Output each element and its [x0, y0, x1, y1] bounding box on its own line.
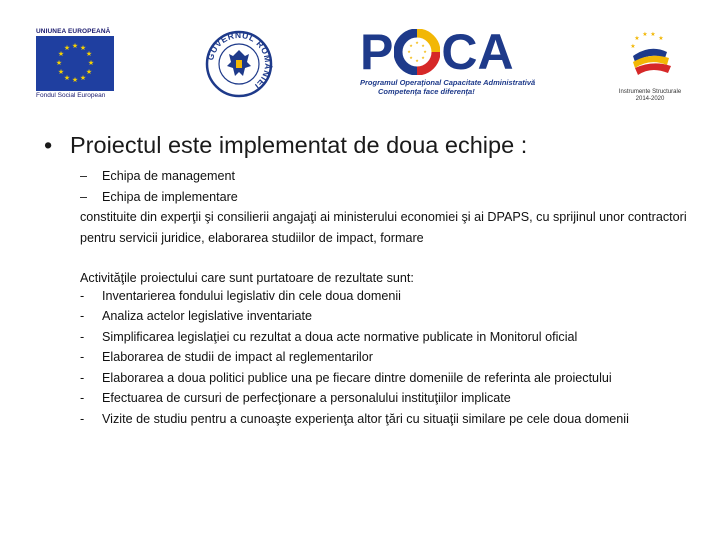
instrumente-structurale-text: Instrumente Structurale [618, 89, 682, 95]
svg-text:★: ★ [658, 35, 664, 42]
list-item-text: Inventarierea fondului legislativ din cele doua domenii [102, 288, 401, 303]
svg-text:★: ★ [415, 58, 420, 63]
svg-text:★: ★ [79, 44, 87, 52]
poca-tagline: Competenţa face diferenţa! [378, 87, 475, 96]
svg-text:★: ★ [85, 50, 93, 58]
svg-text:★: ★ [415, 40, 420, 45]
team-item [80, 187, 700, 208]
logo-strip [0, 0, 720, 120]
eu-logo [36, 28, 116, 102]
instrumente-structurale-icon [605, 28, 695, 84]
svg-text:★: ★ [71, 76, 79, 84]
svg-text:★: ★ [87, 59, 95, 67]
poca-o-ring-icon [394, 29, 440, 75]
slide-body [80, 166, 700, 432]
list-item [80, 391, 700, 407]
list-dash: - [80, 411, 85, 426]
list-dash: - [80, 288, 85, 303]
slide-title-text: Proiectul este implementat de doua echipe : [70, 132, 528, 158]
svg-text:★: ★ [409, 55, 414, 60]
team-dash: – [80, 169, 88, 183]
list-item-text: Analiza actelor legislative inventariate [102, 309, 313, 323]
team-item [80, 166, 700, 187]
svg-text:★: ★ [57, 68, 65, 76]
list-dash: - [80, 350, 85, 364]
team-item-text: Echipa de management [102, 169, 236, 183]
svg-text:★: ★ [57, 50, 65, 58]
svg-text:★: ★ [63, 44, 71, 52]
svg-text:★: ★ [634, 35, 640, 42]
eu-flag-icon [36, 36, 114, 91]
svg-text:★: ★ [79, 74, 87, 82]
svg-text:★: ★ [55, 59, 63, 67]
svg-text:★: ★ [85, 68, 93, 76]
svg-text:★: ★ [421, 55, 426, 60]
list-item [80, 412, 700, 428]
title-bullet: • [44, 132, 53, 158]
list-item-text: Elaborarea de studii de impact al reglementarilor [102, 350, 373, 364]
list-item [80, 371, 700, 387]
svg-text:★: ★ [630, 43, 636, 50]
list-item-text: Vizite de studiu pentru a cunoaşte experienţa altor ţări cu situaţii similare pe cele doua domenii [102, 411, 629, 426]
list-item [80, 330, 700, 346]
svg-text:★: ★ [409, 43, 414, 48]
list-item [80, 350, 700, 366]
svg-text:★: ★ [63, 74, 71, 82]
list-item-text: Simplificarea legislaţiei cu rezultat a doua acte normative publicate in Monitorul oficial [102, 329, 578, 344]
svg-text:★: ★ [71, 42, 79, 50]
svg-text:★: ★ [423, 49, 428, 54]
slide-title [44, 132, 527, 159]
government-seal [205, 30, 273, 98]
government-seal-icon [205, 30, 273, 98]
svg-text:★: ★ [421, 43, 426, 48]
eu-logo-bottom-text: Fondul Social European [36, 92, 106, 99]
svg-text:GUVERNUL ROMÂNIEI: GUVERNUL ROMÂNIEI [205, 30, 273, 92]
instrumente-structurale-years: 2014-2020 [635, 96, 665, 102]
svg-text:★: ★ [407, 49, 412, 54]
list-item [80, 309, 700, 325]
svg-text:★: ★ [642, 31, 648, 38]
poca-subtitle: Programul Operaţional Capacitate Administrativă [360, 78, 536, 87]
eu-stars-icon [36, 36, 114, 91]
list-item-text: Efectuarea de cursuri de perfecţionare a personalului instituţiilor implicate [102, 391, 511, 405]
svg-text:★: ★ [650, 31, 656, 38]
list-dash: - [80, 329, 85, 344]
poca-wordmark: P ★ ★ ★ ★ ★ ★ ★ ★ CA [360, 24, 514, 80]
list-item-text: Elaborarea a doua politici publice una pe fiecare dintre domeniile de referinta ale proiectului [102, 370, 612, 385]
list-item [80, 289, 700, 305]
list-dash: - [80, 309, 85, 323]
team-dash: – [80, 189, 88, 204]
eu-logo-top-text: UNIUNEA EUROPEANĂ [36, 28, 111, 35]
team-item-text: Echipa de implementare [102, 189, 238, 204]
team-composition: constituite din experţii şi consilierii angajaţi ai ministerului economiei şi ai DPAPS, cu sprijinul unor contractori pentru servicii juridice, elaborarea studiilor de impact, formare [80, 210, 687, 245]
activities-intro: Activităţile proiectului care sunt purtatoare de rezultate sunt: [80, 271, 414, 285]
list-dash: - [80, 391, 85, 405]
poca-logo [360, 24, 536, 108]
list-dash: - [80, 370, 85, 385]
instrumente-structurale-logo [605, 28, 695, 108]
